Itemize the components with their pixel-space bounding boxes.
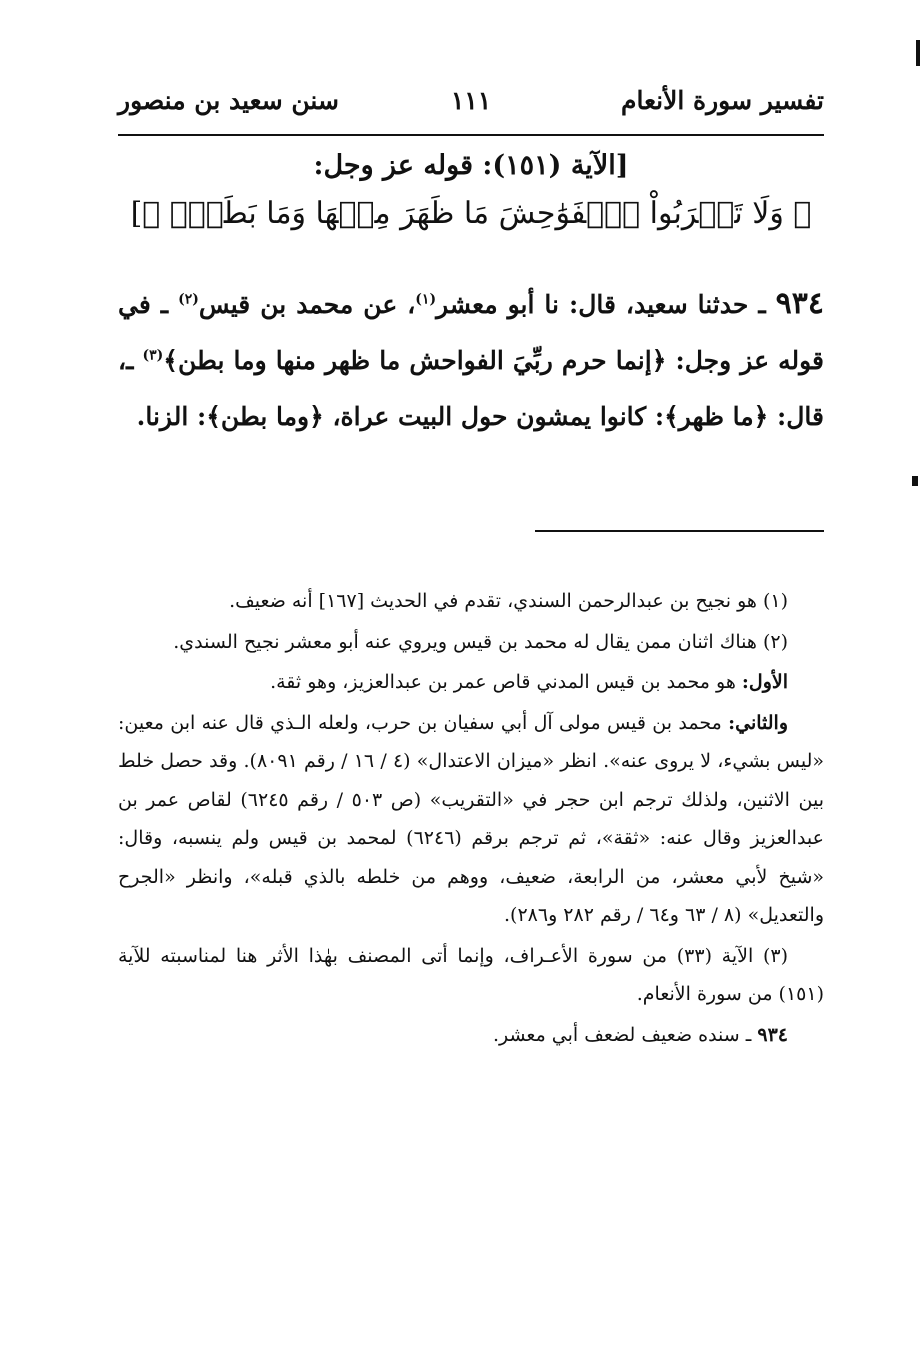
hadith-note xyxy=(118,1016,824,1055)
footnote-1: (١) هو نجيح بن عبدالرحمن السندي، تقدم في الحديث [١٦٧] أنه ضعيف. xyxy=(229,590,788,612)
hadith-text-part: ، عن محمد بن قيس xyxy=(198,290,416,319)
hadith-text-part: ـ في قوله عز وجل: ﴿إنما حرم ربِّيَ الفواحش ما ظهر منها وما بطن﴾ xyxy=(118,290,824,375)
footnote-ref[interactable]: (٣) xyxy=(142,347,164,364)
hadith-text xyxy=(118,276,824,445)
hadith-text-part: ـ، قال: ﴿ما ظهر﴾: كانوا يمشون حول البيت عراة، ﴿وما بطن﴾: الزنا. xyxy=(118,346,824,431)
verse-quote: ﴿ وَلَا تَقۡرَبُواْ ٱلۡفَوَٰحِشَ مَا ظَهَرَ مِنۡهَا وَمَا بَطَنَۖ ﴾] xyxy=(130,196,812,231)
note-number: ٩٣٤ xyxy=(757,1023,788,1046)
footnote-ref[interactable]: (٢) xyxy=(178,291,199,308)
footnote-label: والثاني: xyxy=(728,711,788,734)
scan-mark xyxy=(916,40,920,66)
footnote-text: محمد بن قيس مولى آل أبي سفيان بن حرب، ولعله الـذي قال عنه ابن معين: «ليس بشيء، لا يروى عنه». انظر «ميزان الاعتدال» (٤ / ١٦ / رقم ٨٠٩١). وقد حصل خلط بين الاثنين، ولذلك ترجم ابن حجر في «التقريب» (ص ٥٠٣ / رقم ٦٢٤٥) لقاص عمر بن عبدالعزيز وقال عنه: «ثقة»، ثم ترجم برقم (٦٢٤٦) لمحمد بن قيس ولم ينسبه، وقال: «شيخ لأبي معشر، من الرابعة، ضعيف، ووهم من خلطه بالذي قبله»، وانظر «الجرح والتعديل» (٨ / ٦٣ و٦٤ / رقم ٢٨٢ و٢٨٦). xyxy=(118,711,824,926)
footnote-text: هو محمد بن قيس المدني قاص عمر بن عبدالعزيز، وهو ثقة. xyxy=(270,671,742,693)
footnote-2-first xyxy=(118,663,824,702)
footnote-ref[interactable]: (١) xyxy=(415,291,437,308)
footnote-label: الأول: xyxy=(741,671,788,693)
page-header xyxy=(118,86,824,128)
scan-mark xyxy=(912,476,918,486)
verse-heading: [الآية (١٥١): قوله عز وجل: xyxy=(313,150,629,181)
header-rule xyxy=(118,134,824,136)
page-number: ١١١ xyxy=(450,86,492,115)
footnotes xyxy=(118,582,824,1056)
footnote-divider xyxy=(535,530,824,532)
note-text: ـ سنده ضعيف لضعف أبي معشر. xyxy=(492,1023,752,1046)
hadith-text-part: ـ حدثنا سعيد، قال: نا أبو معشر xyxy=(436,290,766,319)
footnote-2-second xyxy=(118,704,824,935)
hadith-number: ٩٣٤ xyxy=(775,286,824,321)
footnote-3: (٣) الآية (٣٣) من سورة الأعـراف، وإنما أتى المصنف بهٰذا الأثر هنا لمناسبته للآية (١٥١) من سورة الأنعام. xyxy=(118,944,824,1005)
footnote-2: (٢) هناك اثنان ممن يقال له محمد بن قيس ويروي عنه أبو معشر نجيح السندي. xyxy=(173,630,788,653)
header-book-title: سنن سعيد بن منصور xyxy=(118,86,339,115)
header-chapter-title: تفسير سورة الأنعام xyxy=(620,86,824,115)
